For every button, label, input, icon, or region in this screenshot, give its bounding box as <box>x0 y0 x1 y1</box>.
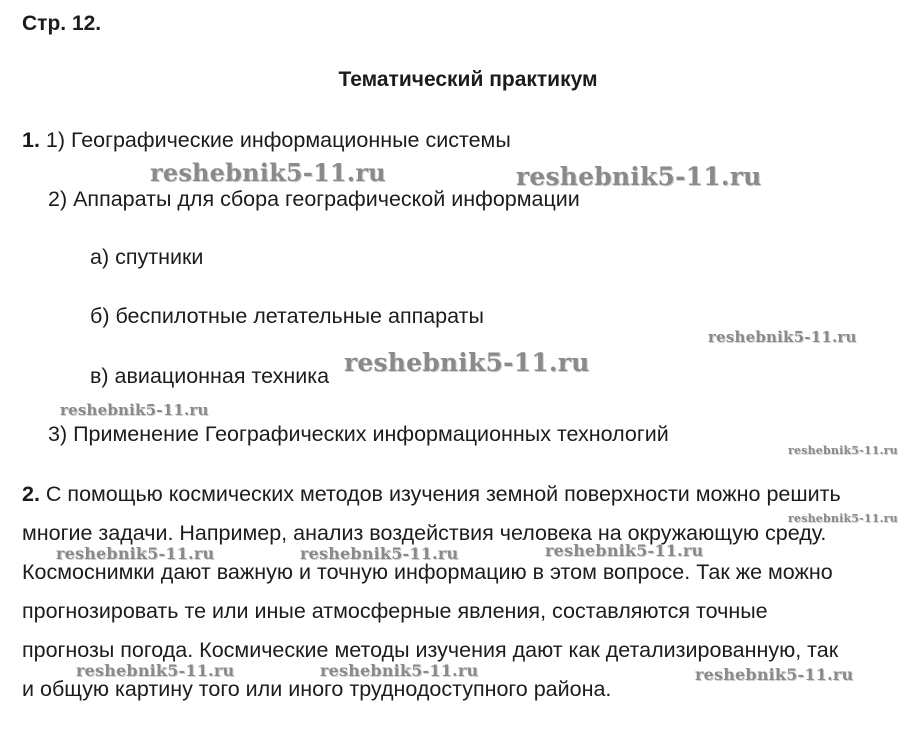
watermark: reshebnik5-11.ru <box>76 661 235 680</box>
task2-line-4: прогнозировать те или иные атмосферные явления, составляются точные <box>22 599 768 623</box>
watermark: reshebnik5-11.ru <box>516 162 762 191</box>
task1-sub-c: в) авиационная техника <box>90 364 330 388</box>
watermark: reshebnik5-11.ru <box>545 541 704 560</box>
watermark: reshebnik5-11.ru <box>150 158 386 187</box>
task1-number: 1. <box>22 128 40 152</box>
watermark: reshebnik5-11.ru <box>56 544 215 563</box>
watermark: reshebnik5-11.ru <box>60 401 209 419</box>
watermark: reshebnik5-11.ru <box>788 512 898 525</box>
task2-line-6: и общую картину того или иного труднодоступного района. <box>22 677 612 701</box>
task2-line-5: прогнозы погода. Космические методы изучения дают как детализированную, так <box>22 638 839 662</box>
page-number: Стр. 12. <box>22 12 102 35</box>
watermark: reshebnik5-11.ru <box>320 661 479 680</box>
task2-line-1 <box>22 482 841 507</box>
task1-sub-b: б) беспилотные летательные аппараты <box>90 304 484 328</box>
task1-item1 <box>22 128 511 153</box>
task1-item2: 2) Аппараты для сбора географической информации <box>48 187 580 211</box>
page-title: Тематический практикум <box>338 68 598 91</box>
task2-number: 2. <box>22 482 40 506</box>
watermark: reshebnik5-11.ru <box>300 544 459 563</box>
task2-line-3: Космоснимки дают важную и точную информацию в этом вопросе. Так же можно <box>22 560 833 584</box>
task1-item3: 3) Применение Географических информационных технологий <box>48 422 669 446</box>
watermark: reshebnik5-11.ru <box>695 665 854 684</box>
task1-item1-text: 1) Географические информационные системы <box>45 128 511 152</box>
task1-sub-a: а) спутники <box>90 245 204 269</box>
watermark: reshebnik5-11.ru <box>788 444 898 457</box>
watermark: reshebnik5-11.ru <box>708 328 857 346</box>
task2-line-1-text: С помощью космических методов изучения земной поверхности можно решить <box>45 482 841 506</box>
task2-line-2: многие задачи. Например, анализ воздействия человека на окружающую среду. <box>22 521 827 545</box>
watermark: reshebnik5-11.ru <box>344 348 590 377</box>
